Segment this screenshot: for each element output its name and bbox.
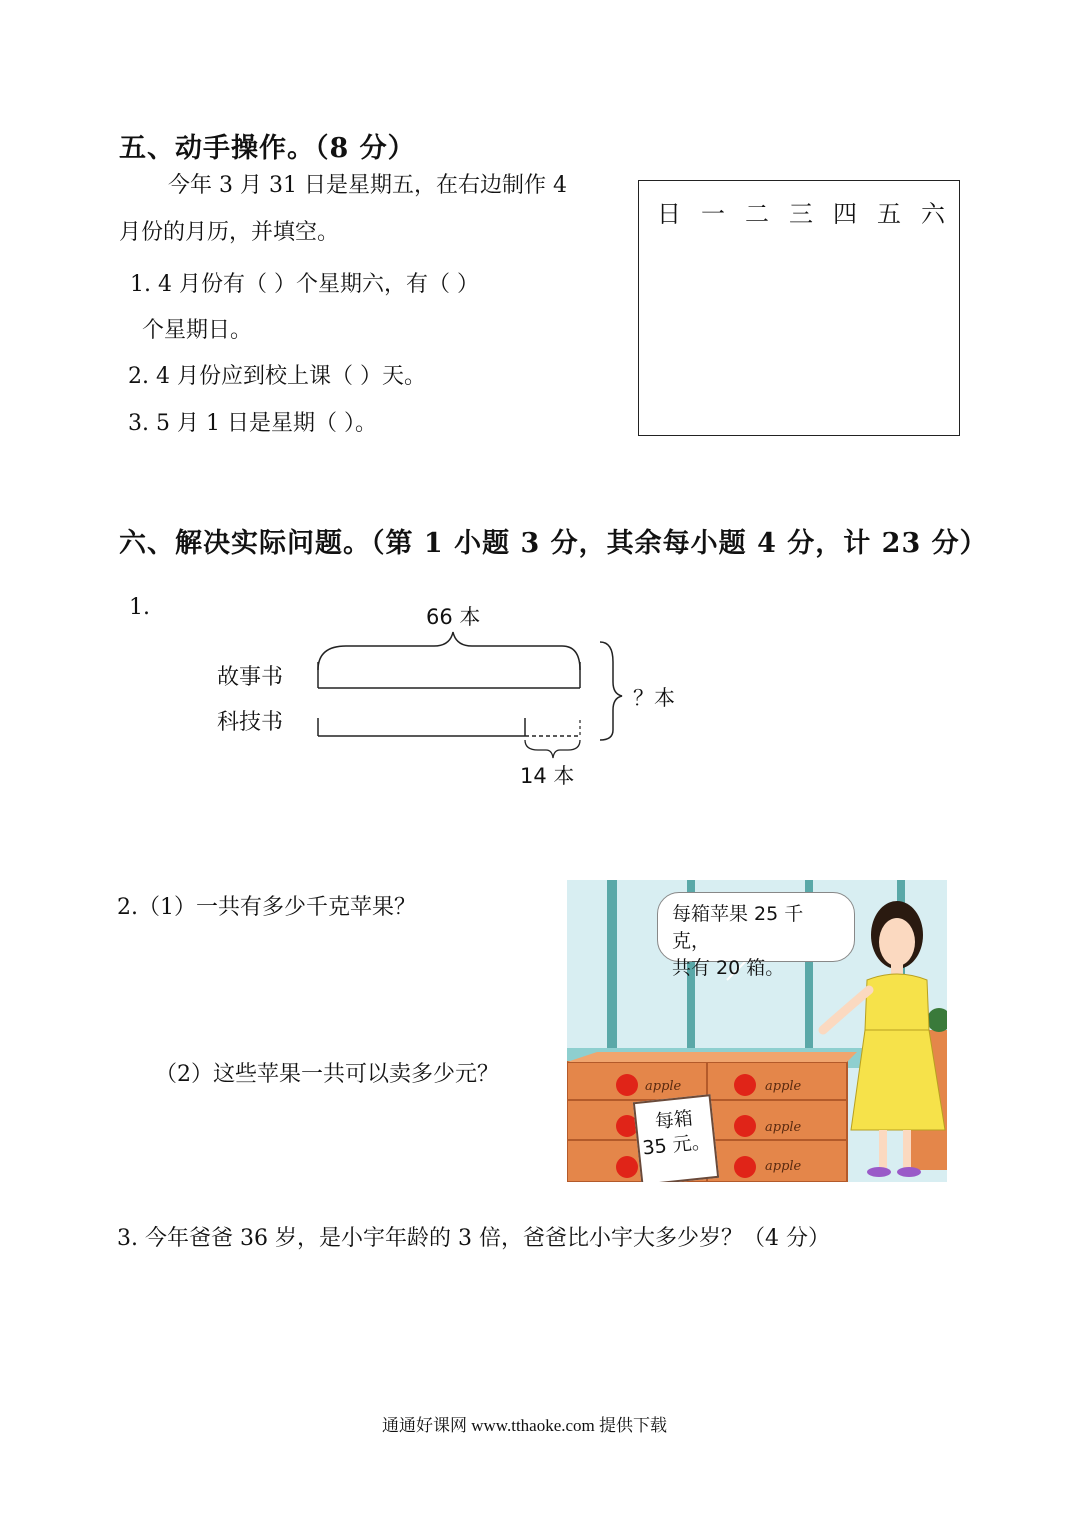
story-book-label: 故事书 [217, 665, 284, 690]
weekday-mon: 一 [701, 200, 725, 228]
box-label-4: apple [765, 1159, 802, 1174]
weekday-sun: 日 [657, 200, 681, 228]
section-6-heading: 六、解决实际问题。（第 1 小题 3 分，其余每小题 4 分，计 23 分） [119, 528, 988, 559]
science-book-label: 科技书 [217, 710, 284, 735]
price-card-line-2: 35 元。 [641, 1130, 712, 1160]
box-label-2: apple [765, 1079, 802, 1094]
price-card [633, 1094, 719, 1182]
bubble-line-1: 每箱苹果 25 千克， [672, 903, 804, 952]
price-card-line-1: 每箱 [653, 1107, 694, 1134]
weekday-sat: 六 [921, 200, 945, 228]
brace-right [600, 642, 622, 740]
question-3: 3. 5 月 1 日是星期（ ）。 [128, 411, 377, 436]
problem-2-question-2: （2）这些苹果一共可以卖多少元？ [155, 1062, 499, 1087]
calendar-box [638, 180, 960, 436]
total-label: ？本 [633, 686, 675, 710]
calendar-weekday-row [639, 181, 959, 229]
brace-top [318, 632, 580, 670]
problem-2-question-1: 2.（1）一共有多少千克苹果？ [117, 895, 416, 920]
difference-label: 14 本 [520, 764, 575, 788]
question-2: 2. 4 月份应到校上课（ ）天。 [128, 364, 426, 389]
section-5-intro-line2: 月份的月历，并填空。 [119, 220, 340, 245]
weekday-wed: 三 [789, 200, 813, 228]
speech-bubble [657, 892, 855, 979]
section-5-heading: 五、动手操作。（8 分） [119, 133, 416, 164]
footer-credit: 通通好课网 www.tthaoke.com 提供下载 [382, 1416, 668, 1435]
weekday-thu: 四 [833, 200, 857, 228]
top-quantity-label: 66 本 [426, 605, 481, 629]
bubble-line-2: 共有 20 箱。 [672, 957, 785, 979]
brace-bottom [525, 740, 580, 758]
box-label-1: apple [645, 1079, 682, 1094]
apple-shop-illustration [567, 880, 947, 1182]
section-5-intro-line1: 今年 3 月 31 日是星期五，在右边制作 4 [168, 173, 567, 198]
question-1-line1: 1. 4 月份有（ ）个星期六，有（ ） [130, 272, 479, 297]
weekday-fri: 五 [877, 200, 901, 228]
weekday-tue: 二 [745, 200, 769, 228]
question-1-line2: 个星期日。 [142, 318, 253, 343]
problem-1-number: 1. [129, 595, 150, 620]
problem-3: 3. 今年爸爸 36 岁，是小宇年龄的 3 倍，爸爸比小宇大多少岁？（4 分） [117, 1226, 830, 1251]
box-label-3: apple [765, 1120, 802, 1135]
line-segment-diagram [300, 590, 720, 800]
